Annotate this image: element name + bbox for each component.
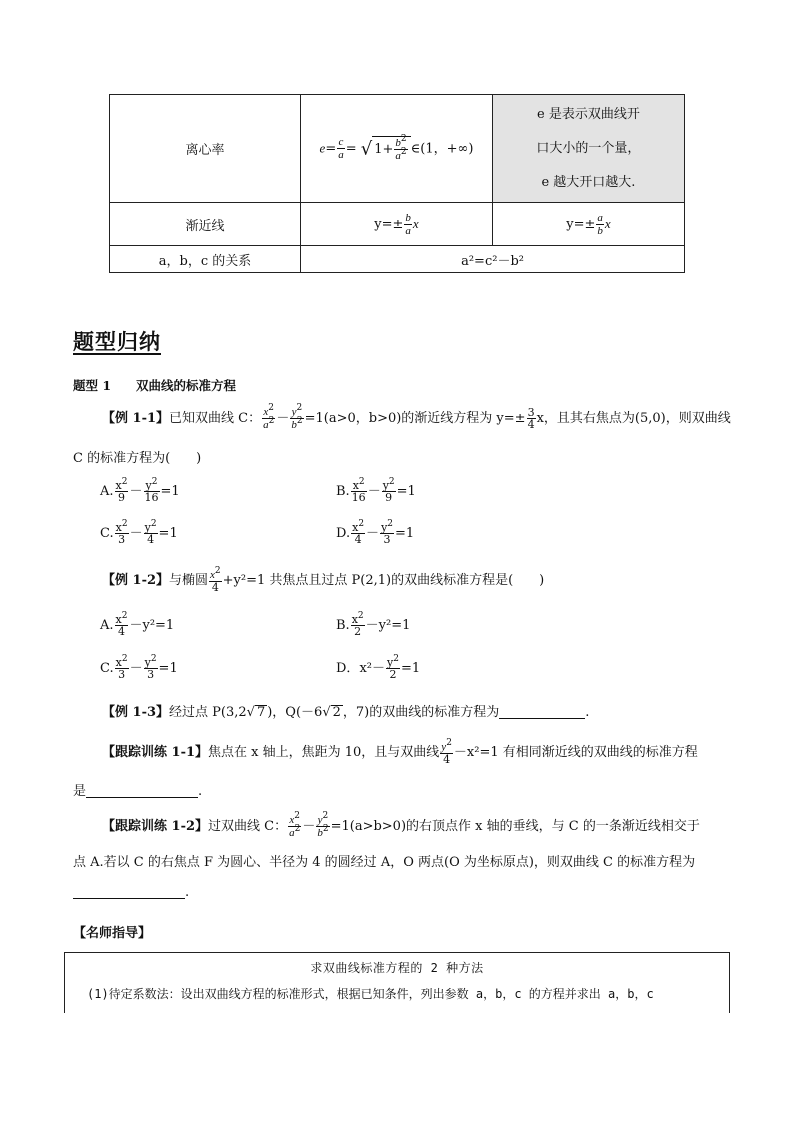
training-1-2-line3: . — [73, 880, 724, 906]
guidance-line-1: (1)待定系数法：设出双曲线方程的标准形式，根据已知条件，列出参数 a，b，c 的方程并求出 a，b，c — [87, 987, 654, 1001]
asymptote-formula-x-axis: y=± $\frac{b}{a}$ x — [301, 203, 493, 246]
option-b[interactable]: B. $\frac{x^2}{16}$ － $\frac{y^2}{9}$ =1 — [336, 477, 416, 504]
table-row — [110, 95, 685, 203]
asymptote-formula-y-axis: y=± $\frac{a}{b}$ x — [492, 203, 684, 246]
example-1-1-line2: C 的标准方程为( ) — [73, 451, 202, 466]
asymptote-label: 渐近线 — [110, 203, 301, 246]
option-d[interactable]: D. $\frac{x^2}{4}$ － $\frac{y^2}{3}$ =1 — [336, 519, 415, 546]
eccentricity-note: e 是表示双曲线开 口大小的一个量， e 越大开口越大. — [492, 95, 684, 203]
example-1-1: 【例 1-1】已知双曲线 C： $\frac{x^2}{a^2}$ － $\frac{y^2}{b^2}$ =1(a>0，b>0)的渐近线方程为 y=± $\frac{3}{4}$ x，且其右焦点为(5,0)，则双曲线 — [102, 403, 731, 431]
option-c[interactable]: C. $\frac{x^2}{3}$ － $\frac{y^2}{4}$ =1 — [100, 519, 178, 546]
option-d[interactable]: D．x²－ $\frac{y^2}{2}$ =1 — [336, 654, 421, 681]
teacher-guidance-heading: 【名师指导】 — [73, 926, 152, 941]
abc-relation-label: a，b，c 的关系 — [110, 246, 301, 273]
option-c[interactable]: C. $\frac{x^2}{3}$ － $\frac{y^2}{3}$ =1 — [100, 654, 178, 681]
eccentricity-label: 离心率 — [110, 95, 301, 203]
abc-relation-formula: a²=c²－b² — [301, 246, 685, 273]
option-b[interactable]: B. $\frac{x^2}{2}$ －y²=1 — [336, 611, 411, 638]
answer-blank[interactable] — [499, 704, 585, 719]
hyperbola-properties-table — [109, 94, 685, 273]
example-1-3: 【例 1-3】经过点 P(3,2√ 7 )，Q(－6√ 2 ，7)的双曲线的标准方程为 . — [102, 705, 590, 720]
guidance-title: 求双曲线标准方程的 2 种方法 — [310, 961, 484, 975]
training-1-2-line2: 点 A.若以 C 的右焦点 F 为圆心、半径为 4 的圆经过 A，O 两点(O 为坐标原点)，则双曲线 C 的标准方程为 — [73, 855, 696, 870]
problem-type-1: 题型 1 双曲线的标准方程 — [73, 378, 237, 393]
example-1-2: 【例 1-2】与椭圆 $\frac{x^2}{4}$ +y²=1 共焦点且过点 P(2,1)的双曲线标准方程是( ) — [102, 565, 545, 594]
table-row — [110, 203, 685, 246]
answer-blank[interactable] — [73, 884, 185, 899]
training-1-1-line2: 是 . — [73, 784, 203, 799]
section-heading: 题型归纳 — [73, 329, 161, 354]
training-1-1: 【跟踪训练 1-1】焦点在 x 轴上，焦距为 10，且与双曲线 $\frac{y^2}{4}$ －x²=1 有相同渐近线的双曲线的标准方程 — [102, 737, 698, 766]
training-1-2: 【跟踪训练 1-2】过双曲线 C： $\frac{x^2}{a^2}$ － $\frac{y^2}{b^2}$ =1(a>b>0)的右顶点作 x 轴的垂线，与 C 的一条渐近线相交于 — [102, 811, 700, 839]
eccentricity-formula: e= $\frac{c}{a}$ = √ 1+ $\frac{b^2}{a^2}$ ∈(1，+∞) — [301, 95, 493, 203]
option-a[interactable]: A. $\frac{x^2}{9}$ － $\frac{y^2}{16}$ =1 — [100, 477, 180, 504]
option-a[interactable]: A. $\frac{x^2}{4}$ －y²=1 — [100, 611, 175, 638]
teacher-guidance-box — [64, 952, 730, 1013]
answer-blank[interactable] — [86, 783, 198, 798]
table-row — [110, 246, 685, 273]
